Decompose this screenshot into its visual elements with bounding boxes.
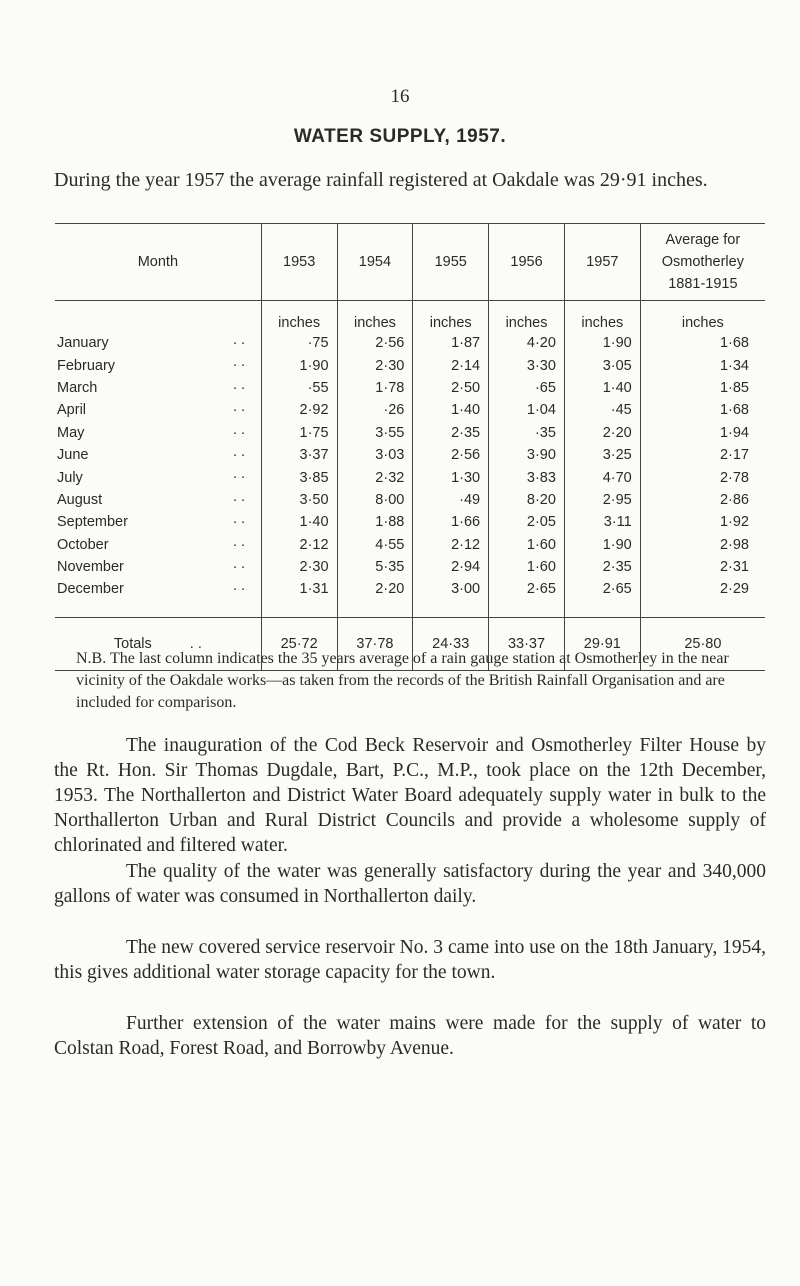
table-row xyxy=(55,578,765,600)
table-row xyxy=(55,511,765,533)
month-cell xyxy=(55,332,261,354)
value-cell-v1955: 2·50 xyxy=(413,377,489,399)
unit-label: inches xyxy=(413,301,489,333)
value-cell-avg: 1·85 xyxy=(640,377,765,399)
spacer-row xyxy=(55,601,765,618)
total-cell-avg: 25·80 xyxy=(640,617,765,670)
value-cell-v1955: 1·87 xyxy=(413,332,489,354)
value-cell-v1954: 5·35 xyxy=(337,556,413,578)
body-paragraph: Further extension of the water mains were made for the supply of water to Colstan Road, Forest Road, and Borrowby Avenue. xyxy=(54,1013,766,1059)
value-cell-v1954: 4·55 xyxy=(337,534,413,556)
value-cell-avg: 1·92 xyxy=(640,511,765,533)
header-average-line2: Osmotherley xyxy=(661,254,744,270)
value-cell-v1956: 3·30 xyxy=(489,354,565,376)
table-row xyxy=(55,489,765,511)
value-cell-v1956: 1·60 xyxy=(489,556,565,578)
leader-dots: . . xyxy=(233,421,246,438)
month-cell xyxy=(55,556,261,578)
value-cell-v1956: 2·05 xyxy=(489,511,565,533)
month-label: October xyxy=(57,536,109,553)
value-cell-v1953: 3·50 xyxy=(261,489,337,511)
leader-dots: . . xyxy=(233,399,246,416)
value-cell-v1955: 2·12 xyxy=(413,534,489,556)
month-cell xyxy=(55,422,261,444)
value-cell-v1955: 1·66 xyxy=(413,511,489,533)
value-cell-v1953: 3·37 xyxy=(261,444,337,466)
value-cell-v1954: 3·03 xyxy=(337,444,413,466)
unit-label: inches xyxy=(489,301,565,333)
unit-label: inches xyxy=(337,301,413,333)
value-cell-v1953: ·75 xyxy=(261,332,337,354)
table-header-row xyxy=(55,224,765,301)
header-1956: 1956 xyxy=(489,224,565,301)
value-cell-v1955: 2·14 xyxy=(413,354,489,376)
month-label: November xyxy=(57,559,124,576)
value-cell-v1954: 8·00 xyxy=(337,489,413,511)
month-label: June xyxy=(57,447,89,464)
value-cell-v1955: 2·56 xyxy=(413,444,489,466)
value-cell-v1957: ·45 xyxy=(564,399,640,421)
value-cell-v1954: 2·56 xyxy=(337,332,413,354)
spacer-cell xyxy=(413,601,489,618)
month-cell xyxy=(55,354,261,376)
value-cell-v1956: 4·20 xyxy=(489,332,565,354)
value-cell-v1953: 1·40 xyxy=(261,511,337,533)
value-cell-v1953: 2·92 xyxy=(261,399,337,421)
total-cell-v1953: 25·72 xyxy=(261,617,337,670)
table-row xyxy=(55,556,765,578)
intro-paragraph: During the year 1957 the average rainfall registered at Oakdale was 29·91 inches. xyxy=(54,169,708,191)
month-cell xyxy=(55,534,261,556)
header-1957: 1957 xyxy=(564,224,640,301)
value-cell-v1955: 1·40 xyxy=(413,399,489,421)
rainfall-table xyxy=(55,223,765,671)
value-cell-avg: 1·68 xyxy=(640,399,765,421)
table-row xyxy=(55,399,765,421)
month-label: August xyxy=(57,491,103,508)
units-row xyxy=(55,301,765,333)
leader-dots: . . xyxy=(189,635,202,652)
leader-dots: . . xyxy=(233,466,246,483)
value-cell-v1957: 2·20 xyxy=(564,422,640,444)
value-cell-v1957: 1·90 xyxy=(564,332,640,354)
value-cell-v1956: ·65 xyxy=(489,377,565,399)
leader-dots: . . xyxy=(233,555,246,572)
value-cell-v1954: 1·78 xyxy=(337,377,413,399)
page-number: 16 xyxy=(390,86,410,107)
leader-dots: . . xyxy=(233,533,246,550)
unit-label: inches xyxy=(640,301,765,333)
leader-dots: . . xyxy=(233,354,246,371)
note-paragraph: N.B. The last column indicates the 35 years average of a rain gauge station at Osmotherley in the near vicinity of the Oakdale works—as taken from the records of the British Rainfall Organisation and are included for comparison. xyxy=(76,650,729,711)
month-cell xyxy=(55,466,261,488)
header-month: Month xyxy=(55,224,261,301)
value-cell-v1953: 1·75 xyxy=(261,422,337,444)
totals-label: Totals xyxy=(113,635,152,652)
page-title: WATER SUPPLY, 1957. xyxy=(293,126,507,147)
value-cell-v1954: 1·88 xyxy=(337,511,413,533)
value-cell-avg: 2·31 xyxy=(640,556,765,578)
value-cell-v1956: 3·83 xyxy=(489,466,565,488)
value-cell-v1954: 3·55 xyxy=(337,422,413,444)
month-cell xyxy=(55,578,261,600)
total-cell-v1956: 33·37 xyxy=(489,617,565,670)
header-average xyxy=(640,224,765,301)
header-1954: 1954 xyxy=(337,224,413,301)
month-label: April xyxy=(57,402,87,419)
value-cell-v1953: 2·30 xyxy=(261,556,337,578)
month-label: January xyxy=(57,335,109,352)
month-cell xyxy=(55,489,261,511)
value-cell-v1957: 3·05 xyxy=(564,354,640,376)
month-label: December xyxy=(57,581,124,598)
value-cell-avg: 2·17 xyxy=(640,444,765,466)
table-row xyxy=(55,444,765,466)
value-cell-v1954: 2·30 xyxy=(337,354,413,376)
value-cell-v1956: 8·20 xyxy=(489,489,565,511)
month-cell xyxy=(55,399,261,421)
value-cell-v1955: 2·35 xyxy=(413,422,489,444)
header-1953: 1953 xyxy=(261,224,337,301)
leader-dots: . . xyxy=(233,578,246,595)
value-cell-avg: 1·94 xyxy=(640,422,765,444)
value-cell-v1956: 3·90 xyxy=(489,444,565,466)
value-cell-v1956: ·35 xyxy=(489,422,565,444)
leader-dots: . . xyxy=(233,511,246,528)
value-cell-v1955: ·49 xyxy=(413,489,489,511)
total-cell-v1955: 24·33 xyxy=(413,617,489,670)
value-cell-v1956: 1·04 xyxy=(489,399,565,421)
header-average-line3: 1881-1915 xyxy=(668,276,738,292)
table-row xyxy=(55,534,765,556)
value-cell-v1957: 2·35 xyxy=(564,556,640,578)
value-cell-v1957: 2·95 xyxy=(564,489,640,511)
header-average-line1: Average for xyxy=(665,232,741,248)
month-cell xyxy=(55,377,261,399)
body-paragraph: The inauguration of the Cod Beck Reservoir and Osmotherley Filter House by the Rt. Hon. Sir Thomas Dugdale, Bart, P.C., M.P., took place on the 12th December, 1953. The Northallerton and District Water Board adequately supply water in bulk to the Northallerton Urban and Rural District Councils and provide a wholesome supply of chlorinated and filtered water. xyxy=(54,735,766,856)
unit-label: inches xyxy=(564,301,640,333)
value-cell-avg: 2·98 xyxy=(640,534,765,556)
spacer-cell xyxy=(489,601,565,618)
value-cell-v1957: 1·40 xyxy=(564,377,640,399)
total-cell-v1954: 37·78 xyxy=(337,617,413,670)
value-cell-avg: 1·34 xyxy=(640,354,765,376)
value-cell-v1954: 2·32 xyxy=(337,466,413,488)
spacer-cell xyxy=(337,601,413,618)
table-row xyxy=(55,422,765,444)
value-cell-v1953: 1·90 xyxy=(261,354,337,376)
leader-dots: . . xyxy=(233,443,246,460)
leader-dots: . . xyxy=(233,332,246,348)
value-cell-v1957: 3·25 xyxy=(564,444,640,466)
spacer-cell xyxy=(55,601,261,618)
value-cell-v1955: 3·00 xyxy=(413,578,489,600)
month-label: July xyxy=(57,469,83,486)
month-label: May xyxy=(57,424,85,441)
spacer-cell xyxy=(261,601,337,618)
value-cell-v1954: 2·20 xyxy=(337,578,413,600)
month-cell xyxy=(55,444,261,466)
value-cell-v1957: 2·65 xyxy=(564,578,640,600)
value-cell-v1957: 3·11 xyxy=(564,511,640,533)
value-cell-v1956: 2·65 xyxy=(489,578,565,600)
month-cell xyxy=(55,511,261,533)
value-cell-v1954: ·26 xyxy=(337,399,413,421)
value-cell-v1953: 2·12 xyxy=(261,534,337,556)
value-cell-avg: 1·68 xyxy=(640,332,765,354)
body-paragraph: The quality of the water was generally satisfactory during the year and 340,000 gallons of water was consumed in Northallerton daily. xyxy=(54,861,766,907)
month-label: March xyxy=(57,379,98,396)
value-cell-v1957: 4·70 xyxy=(564,466,640,488)
value-cell-v1956: 1·60 xyxy=(489,534,565,556)
spacer-cell xyxy=(640,601,765,618)
value-cell-v1953: 3·85 xyxy=(261,466,337,488)
table-row xyxy=(55,466,765,488)
unit-label: inches xyxy=(261,301,337,333)
value-cell-v1953: 1·31 xyxy=(261,578,337,600)
value-cell-avg: 2·29 xyxy=(640,578,765,600)
value-cell-v1955: 1·30 xyxy=(413,466,489,488)
table-row xyxy=(55,377,765,399)
leader-dots: . . xyxy=(233,488,246,505)
value-cell-v1955: 2·94 xyxy=(413,556,489,578)
month-label: February xyxy=(57,357,116,374)
header-1955: 1955 xyxy=(413,224,489,301)
body-paragraph: The new covered service reservoir No. 3 came into use on the 18th January, 1954, this gives additional water storage capacity for the town. xyxy=(54,937,766,983)
value-cell-v1953: ·55 xyxy=(261,377,337,399)
month-label: September xyxy=(57,514,128,531)
spacer-cell xyxy=(564,601,640,618)
value-cell-avg: 2·86 xyxy=(640,489,765,511)
table-row xyxy=(55,354,765,376)
value-cell-avg: 2·78 xyxy=(640,466,765,488)
table-row xyxy=(55,332,765,354)
value-cell-v1957: 1·90 xyxy=(564,534,640,556)
total-cell-v1957: 29·91 xyxy=(564,617,640,670)
leader-dots: . . xyxy=(233,376,246,393)
